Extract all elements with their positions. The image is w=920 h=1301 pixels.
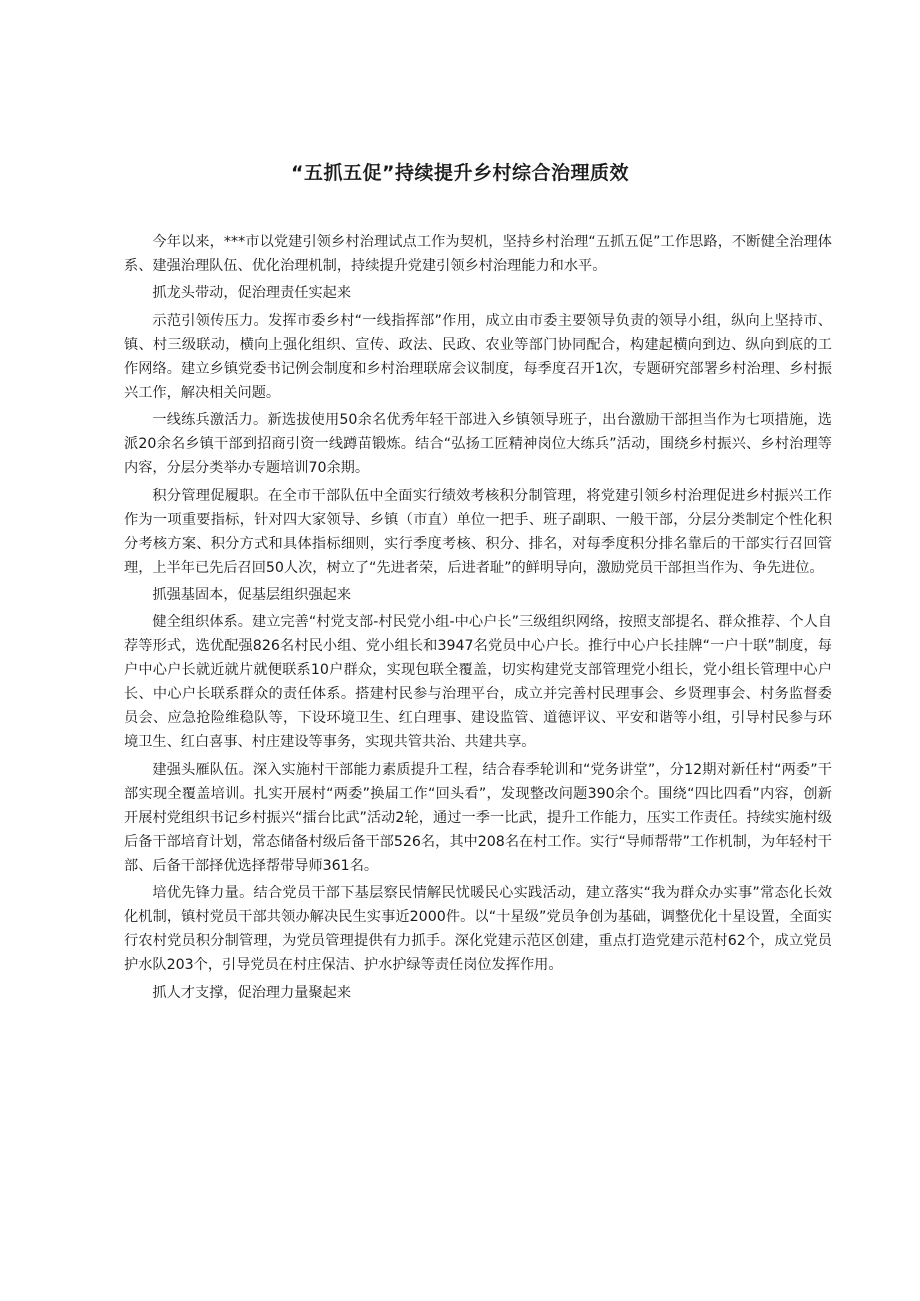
body-paragraph: 建强头雁队伍。深入实施村干部能力素质提升工程，结合春季轮训和“党务讲堂”，分12期对新任村“两委”干部实现全覆盖培训。扎实开展村“两委”换届工作“回头看”，发现整改问题390余个。围绕“四比四看”内容，创新开展村党组织书记乡村振兴“擂台比武”活动2轮，通过一季一比武，提升工作能力，压实工作责任。持续实施村级后备干部培育计划，常态储备村级后备干部526名，其中208名在村工作。实行“导师帮带”工作机制，为年轻村干部、后备干部择优选择帮带导师361名。 — [124, 761, 832, 874]
body-paragraph: 示范引领传压力。发挥市委乡村“一线指挥部”作用，成立由市委主要领导负责的领导小组，纵向上坚持市、镇、村三级联动，横向上强化组织、宣传、政法、民政、农业等部门协同配合，构建起横向到边、纵向到底的工作网络。建立乡镇党委书记例会制度和乡村治理联席会议制度，每季度召开1次，专题研究部署乡村治理、乡村振兴工作，解决相关问题。 — [124, 312, 832, 401]
document-body — [124, 230, 832, 1008]
section-heading-3: 抓人才支撑，促治理力量聚起来 — [152, 984, 352, 1001]
intro-paragraph: 今年以来，***市以党建引领乡村治理试点工作为契机，坚持乡村治理“五抓五促”工作思路，不断健全治理体系、建强治理队伍、优化治理机制，持续提升党建引领乡村治理能力和水平。 — [124, 234, 832, 274]
body-paragraph: 一线练兵激活力。新选拔使用50余名优秀年轻干部进入乡镇领导班子，出台激励干部担当作为七项措施，选派20余名乡镇干部到招商引资一线蹲苗锻炼。结合“弘扬工匠精神岗位大练兵”活动，围绕乡村振兴、乡村治理等内容，分层分类举办专题培训70余期。 — [124, 412, 832, 477]
section-heading-2: 抓强基固本，促基层组织强起来 — [152, 586, 352, 603]
body-paragraph: 健全组织体系。建立完善“村党支部-村民党小组-中心户长”三级组织网络，按照支部提名、群众推荐、个人自荐等形式，选优配强826名村民小组、党小组长和3947名党员中心户长。推行中心户长挂牌“一户十联”制度，每户中心户长就近就片就便联系10户群众，实现包联全覆盖，切实构建党支部管理党小组长，党小组长管理中心户长、中心户长联系群众的责任体系。搭建村民参与治理平台，成立并完善村民理事会、乡贤理事会、村务监督委员会、应急抢险维稳队等，下设环境卫生、红白理事、建设监管、道德评议、平安和谐等小组，引导村民参与环境卫生、红白喜事、村庄建设等事务，实现共管共治、共建共享。 — [124, 614, 832, 751]
body-paragraph: 积分管理促履职。在全市干部队伍中全面实行绩效考核积分制管理，将党建引领乡村治理促进乡村振兴工作作为一项重要指标，针对四大家领导、乡镇（市直）单位一把手、班子副职、一般干部，分层分类制定个性化积分考核方案、积分方式和具体指标细则，实行季度考核、积分、排名，对每季度积分排名靠后的干部实行召回管理，上半年已先后召回50人次，树立了“先进者荣，后进者耻”的鲜明导向，激励党员干部担当作为、争先进位。 — [124, 487, 832, 576]
body-paragraph: 培优先锋力量。结合党员干部下基层察民情解民忧暖民心实践活动，建立落实“我为群众办实事”常态化长效化机制，镇村党员干部共领办解决民生实事近2000件。以“十星级”党员争创为基础，调整优化十星设置，全面实行农村党员积分制管理，为党员管理提供有力抓手。深化党建示范区创建，重点打造党建示范村62个，成立党员护水队203个，引导党员在村庄保洁、护水护绿等责任岗位发挥作用。 — [124, 885, 832, 974]
section-heading-1: 抓龙头带动，促治理责任实起来 — [152, 285, 352, 302]
document-title: “五抓五促”持续提升乡村综合治理质效 — [291, 162, 629, 184]
